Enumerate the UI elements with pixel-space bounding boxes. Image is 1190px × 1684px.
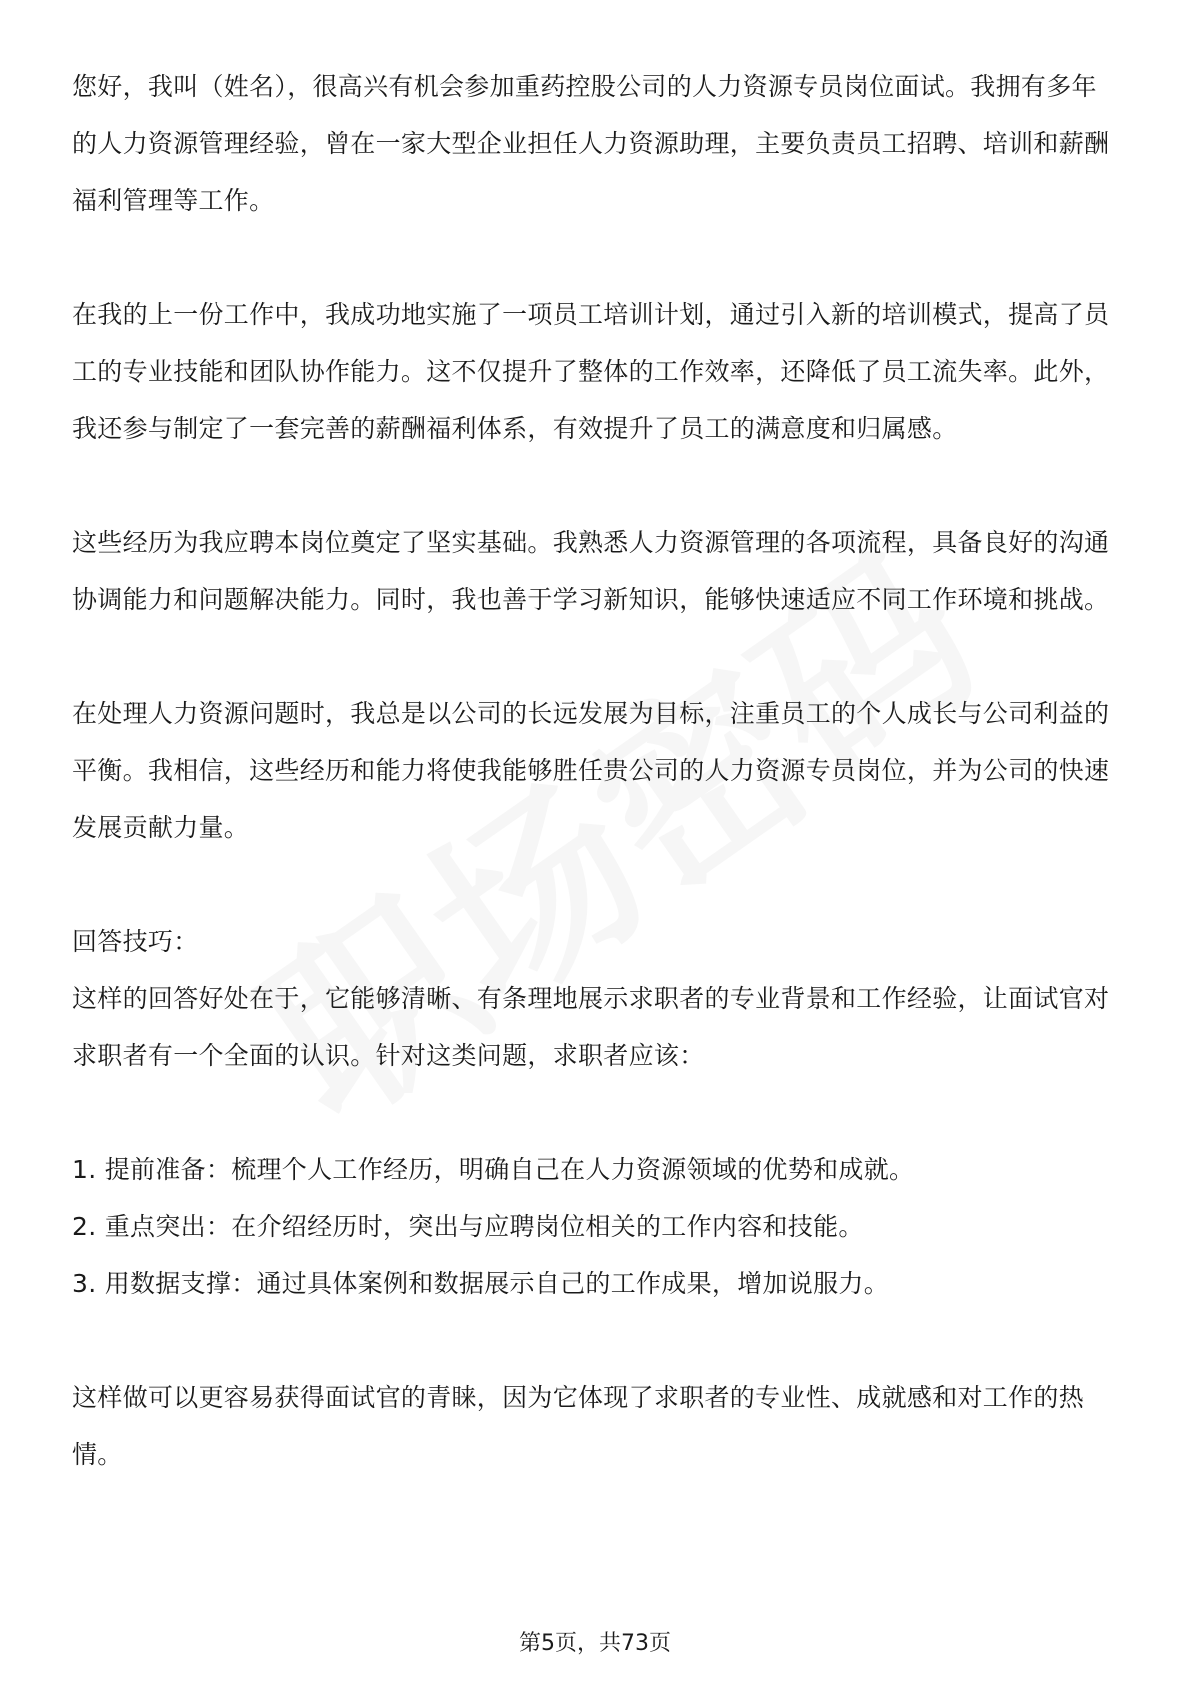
document-body	[72, 58, 1118, 1483]
page-number: 第5页，共73页	[519, 1631, 671, 1656]
answer-paragraph-4: 在处理人力资源问题时，我总是以公司的长远发展为目标，注重员工的个人成长与公司利益的平衡。我相信，这些经历和能力将使我能够胜任贵公司的人力资源专员岗位，并为公司的快速发展贡献力量。	[72, 699, 1110, 842]
tips-conclusion: 这样做可以更容易获得面试官的青睐，因为它体现了求职者的专业性、成就感和对工作的热情。	[72, 1383, 1085, 1469]
list-item: 1. 提前准备：梳理个人工作经历，明确自己在人力资源领域的优势和成就。	[72, 1155, 915, 1184]
answer-paragraph-2: 在我的上一份工作中，我成功地实施了一项员工培训计划，通过引入新的培训模式，提高了员工的专业技能和团队协作能力。这不仅提升了整体的工作效率，还降低了员工流失率。此外，我还参与制定了一套完善的薪酬福利体系，有效提升了员工的满意度和归属感。	[72, 300, 1110, 443]
list-item: 3. 用数据支撑：通过具体案例和数据展示自己的工作成果，增加说服力。	[72, 1269, 890, 1298]
tips-list	[72, 1141, 1118, 1312]
tips-intro: 这样的回答好处在于，它能够清晰、有条理地展示求职者的专业背景和工作经验，让面试官对求职者有一个全面的认识。针对这类问题，求职者应该：	[72, 984, 1110, 1070]
list-item: 2. 重点突出：在介绍经历时，突出与应聘岗位相关的工作内容和技能。	[72, 1212, 864, 1241]
answer-paragraph-1: 您好，我叫（姓名），很高兴有机会参加重药控股公司的人力资源专员岗位面试。我拥有多年的人力资源管理经验，曾在一家大型企业担任人力资源助理，主要负责员工招聘、培训和薪酬福利管理等工作。	[72, 72, 1110, 215]
tips-heading: 回答技巧：	[72, 927, 199, 956]
answer-paragraph-3: 这些经历为我应聘本岗位奠定了坚实基础。我熟悉人力资源管理的各项流程，具备良好的沟通协调能力和问题解决能力。同时，我也善于学习新知识，能够快速适应不同工作环境和挑战。	[72, 528, 1110, 614]
